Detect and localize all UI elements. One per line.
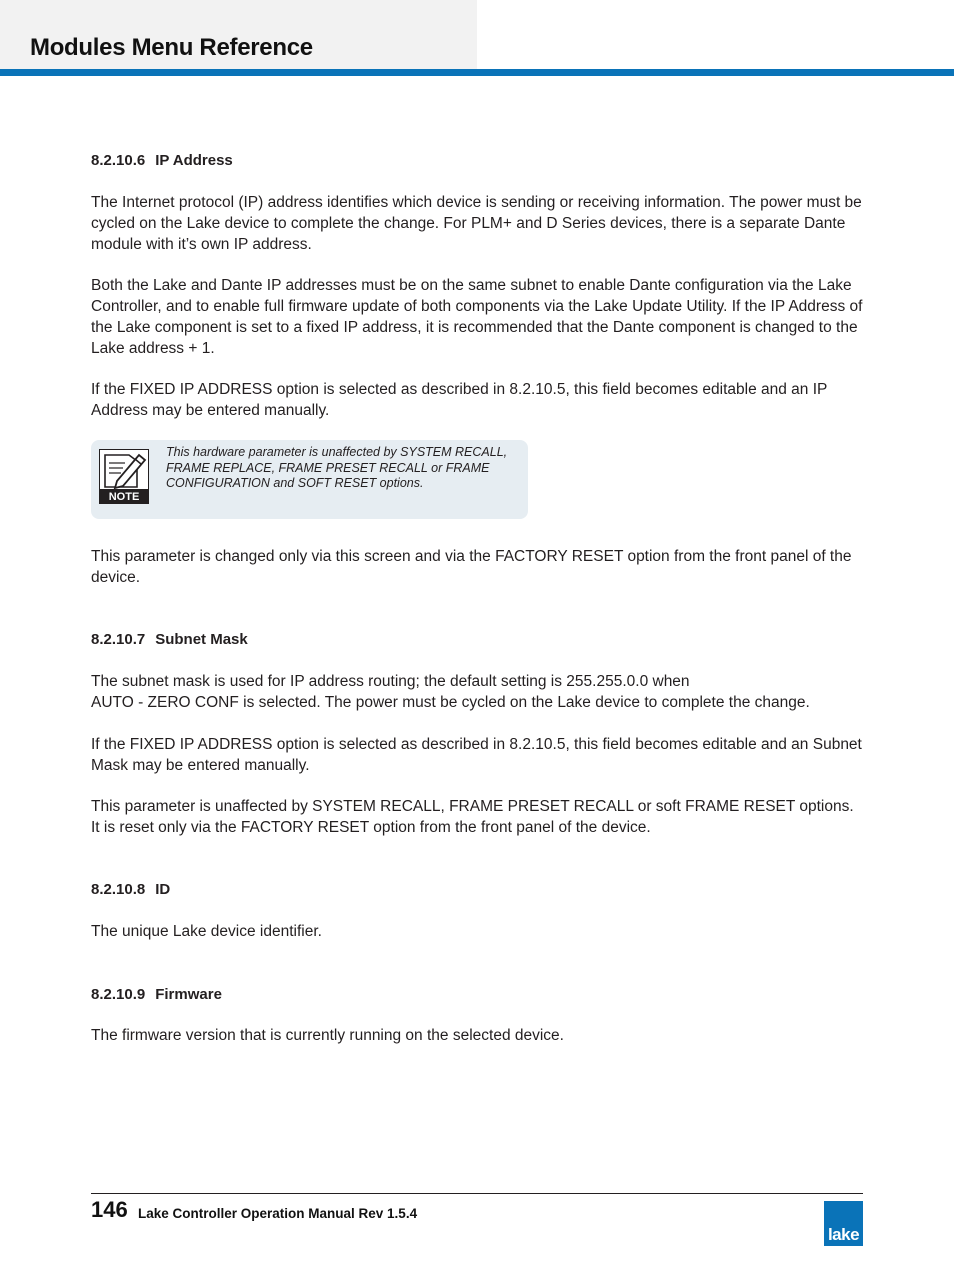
section-title: Firmware (155, 986, 222, 1003)
page-number: 146 (91, 1197, 128, 1222)
section-heading-firmware (91, 985, 222, 1005)
note-icon-label: NOTE (108, 491, 140, 503)
section-heading-id (91, 880, 170, 900)
manual-title: Lake Controller Operation Manual Rev 1.5.4 (138, 1206, 418, 1221)
paragraph: AUTO - ZERO CONF is selected. The power must be cycled on the Lake device to complete the change. (91, 694, 810, 711)
paragraph: The Internet protocol (IP) address identifies which device is sending or receiving information. The power must be cycled on the Lake device to complete the change. For PLM+ and D Series devices, there is a separate Dante module with it’s own IP address. (91, 194, 862, 253)
section-number: 8.2.10.9 (91, 986, 146, 1003)
section-number: 8.2.10.8 (91, 881, 146, 898)
paragraph: This parameter is unaffected by SYSTEM RECALL, FRAME PRESET RECALL or soft FRAME RESET options. It is reset only via the FACTORY RESET option from the front panel of the device. (91, 798, 854, 836)
paragraph: The unique Lake device identifier. (91, 923, 322, 940)
lake-logo (824, 1201, 863, 1246)
section-number: 8.2.10.7 (91, 631, 146, 648)
paragraph: The subnet mask is used for IP address routing; the default setting is 255.255.0.0 when (91, 673, 690, 690)
footer-rule (91, 1193, 863, 1194)
section-title: Subnet Mask (155, 631, 248, 648)
section-heading-subnet-mask (91, 630, 248, 650)
paragraph: If the FIXED IP ADDRESS option is selected as described in 8.2.10.5, this field becomes editable and an Subnet Mask may be entered manually. (91, 736, 862, 774)
header-rule (0, 69, 954, 76)
section-title: IP Address (155, 152, 233, 169)
paragraph: This parameter is changed only via this screen and via the FACTORY RESET option from the front panel of the device. (91, 548, 852, 586)
note-pencil-icon (99, 449, 149, 504)
note-text: This hardware parameter is unaffected by SYSTEM RECALL, FRAME REPLACE, FRAME PRESET RECALL or FRAME CONFIGURATION and SOFT RESET options. (166, 445, 508, 490)
section-number: 8.2.10.6 (91, 152, 146, 169)
section-heading-ip-address (91, 151, 233, 171)
note-callout (91, 440, 528, 519)
page-title: Modules Menu Reference (30, 34, 313, 61)
section-title: ID (155, 881, 171, 898)
logo-text: lake (827, 1225, 860, 1244)
paragraph: Both the Lake and Dante IP addresses must be on the same subnet to enable Dante configuration via the Lake Controller, and to enable full firmware update of both components via the Lake Update Utility. If the IP Address of the Lake component is set to a fixed IP address, it is recommended that the Dante component is changed to the Lake address + 1. (91, 277, 863, 357)
paragraph: The firmware version that is currently running on the selected device. (91, 1027, 564, 1044)
paragraph: If the FIXED IP ADDRESS option is selected as described in 8.2.10.5, this field becomes editable and an IP Address may be entered manually. (91, 381, 828, 419)
